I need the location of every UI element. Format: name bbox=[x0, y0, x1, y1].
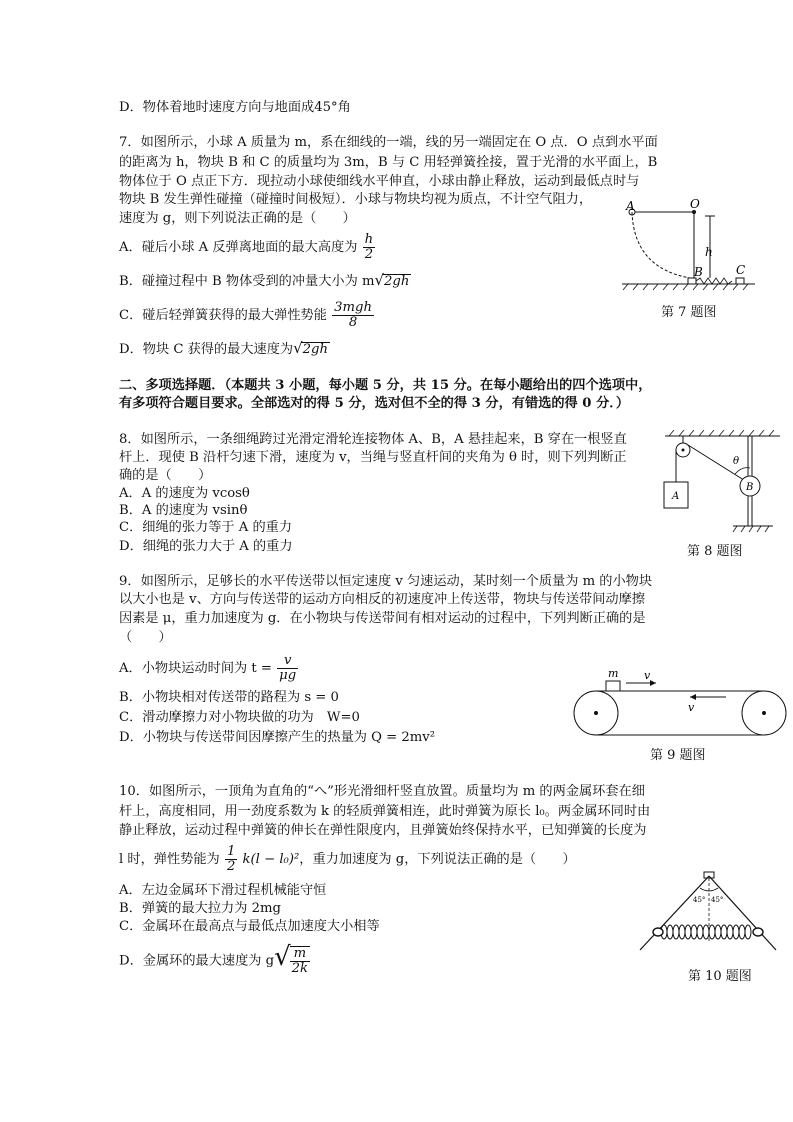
left-roller-axle bbox=[594, 711, 598, 715]
q7-option-c-fraction bbox=[332, 301, 374, 330]
swing-path bbox=[632, 212, 690, 278]
q7-line-2: 的距离为 h，物块 B 和 C 的质量均为 3m，B 与 C 用轻弹簧拴接，置于光滑的水平面上，B bbox=[119, 155, 658, 170]
label-h: h bbox=[705, 245, 713, 259]
label-o: O bbox=[690, 198, 700, 211]
q8-option-a: A．A 的速度为 vcosθ bbox=[119, 486, 250, 501]
q8-option-c: C．细绳的张力等于 A 的重力 bbox=[119, 520, 293, 535]
q8-option-d: D．细绳的张力大于 A 的重力 bbox=[119, 539, 293, 554]
label-right-angle: 45° bbox=[711, 896, 724, 904]
label-theta: θ bbox=[733, 456, 740, 467]
q9-option-a-text: A．小物块运动时间为 t = bbox=[119, 661, 272, 676]
fraction-numerator: h bbox=[364, 232, 374, 247]
prev-option-d: D．物体着地时速度方向与地面成45°角 bbox=[119, 100, 351, 115]
q7-line-1: 7．如图所示，小球 A 质量为 m，系在细线的一端，线的另一端固定在 O 点．O 点到水平面 bbox=[119, 135, 658, 150]
q8-option-b: B．A 的速度为 vsinθ bbox=[119, 503, 248, 518]
section2-line-1: 二、多项选择题．（本题共 3 小题，每小题 5 分，共 15 分。在每小题给出的四个选项中， bbox=[119, 378, 652, 393]
label-left-angle: 45° bbox=[693, 896, 706, 904]
fraction-numerator: v bbox=[277, 654, 298, 669]
label-b: B bbox=[694, 265, 703, 279]
q7-option-a bbox=[119, 233, 376, 262]
arrowhead-left bbox=[690, 694, 696, 700]
sqrt-radicand: 2gh bbox=[302, 342, 328, 357]
q9-option-a-fraction bbox=[277, 654, 298, 683]
q8-line-1: 8．如图所示，一条细绳跨过光滑定滑轮连接物体 A、B，A 悬挂起来，B 穿在一根竖直 bbox=[119, 432, 627, 447]
pulley-axle bbox=[682, 449, 685, 452]
left-ring bbox=[653, 928, 663, 936]
right-ring bbox=[753, 928, 763, 936]
q7-option-a-fraction bbox=[363, 233, 376, 262]
q10-option-d bbox=[119, 941, 311, 976]
fraction-numerator: 3mgh bbox=[334, 300, 372, 315]
label-c: C bbox=[736, 263, 746, 277]
fraction-denominator: 8 bbox=[348, 315, 358, 330]
q10-line-4-post: ，重力加速度为 g，下列说法正确的是（ ） bbox=[299, 852, 576, 867]
q9-line-3: 因素是 μ，重力加速度为 g．在小物块与传送带间有相对运动的过程中，下列判断正确的是 bbox=[119, 611, 646, 626]
sqrt-sign: √ bbox=[293, 339, 303, 357]
floor-hatch bbox=[733, 526, 769, 532]
label-m: m bbox=[608, 667, 619, 680]
q10-figure bbox=[638, 870, 778, 956]
q10-caption: 第 10 题图 bbox=[688, 969, 752, 984]
fraction-numerator: m bbox=[290, 947, 310, 962]
arrowhead-right bbox=[650, 680, 656, 686]
q10-option-c: C．金属环在最高点与最低点加速度大小相等 bbox=[119, 919, 380, 934]
q10-option-b: B．弹簧的最大拉力为 2mg bbox=[119, 901, 281, 916]
q10-option-d-text: D．金属环的最大速度为 g bbox=[119, 953, 275, 969]
q10-line-4-expr: k(l − l₀)² bbox=[242, 852, 300, 867]
q10-line-4 bbox=[119, 845, 576, 874]
q10-option-d-fraction bbox=[290, 946, 310, 976]
q9-option-d: D．小物块与传送带间因摩擦产生的热量为 Q = 2mv² bbox=[119, 730, 436, 745]
q7-option-d bbox=[119, 340, 330, 358]
q7-line-4: 物块 B 发生弹性碰撞（碰撞时间极短）．小球与物块均视为质点，不计空气阻力， bbox=[119, 192, 593, 207]
q8-caption: 第 8 题图 bbox=[687, 544, 743, 559]
q9-option-b: B．小物块相对传送带的路程为 s = 0 bbox=[119, 690, 339, 705]
q9-option-a bbox=[119, 654, 299, 683]
q7-option-a-text: A．碰后小球 A 反弹离地面的最大高度为 bbox=[119, 240, 358, 255]
q10-line-4-pre: l 时，弹性势能为 bbox=[119, 852, 220, 867]
q7-caption: 第 7 题图 bbox=[661, 305, 717, 320]
q8-figure bbox=[655, 430, 785, 534]
q8-line-3: 确的是（ ） bbox=[119, 468, 212, 483]
label-a: A bbox=[672, 491, 680, 502]
section2-line-2: 有多项符合题目要求。全部选对的得 5 分，选对但不全的得 3 分，有错选的得 0 分．） bbox=[119, 396, 630, 411]
q7-option-b-text: B．碰撞过程中 B 物体受到的冲量大小为 m bbox=[119, 274, 375, 289]
q9-line-4: （ ） bbox=[119, 630, 172, 645]
q7-figure bbox=[620, 198, 760, 298]
fraction-denominator: μg bbox=[279, 668, 297, 683]
spring bbox=[661, 925, 751, 939]
q7-option-d-text: D．物块 C 获得的最大速度为 bbox=[119, 342, 294, 357]
fraction-denominator: 2 bbox=[364, 247, 374, 262]
ceiling-hatch bbox=[669, 430, 774, 436]
q7-option-c-text: C．碰后轻弹簧获得的最大弹性势能 bbox=[119, 308, 327, 323]
q7-option-b bbox=[119, 272, 411, 290]
label-v-belt: v bbox=[688, 701, 695, 714]
sqrt-sign: √ bbox=[274, 941, 291, 972]
q9-caption: 第 9 题图 bbox=[650, 748, 706, 763]
label-v-top: v bbox=[644, 669, 651, 682]
q10-line-2: 杆上，高度相同，用一劲度系数为 k 的轻质弹簧相连，此时弹簧为原长 l₀。两金属环同时由 bbox=[119, 804, 651, 819]
vertex-block bbox=[704, 872, 714, 878]
fraction-denominator: 2 bbox=[226, 859, 236, 874]
q7-option-c bbox=[119, 301, 375, 330]
q9-option-c: C．滑动摩擦力对小物块做的功为 W=0 bbox=[119, 710, 360, 725]
fraction-denominator: 2k bbox=[291, 961, 309, 976]
sqrt-radicand: 2gh bbox=[384, 274, 410, 289]
q8-line-2: 杆上．现使 B 沿杆匀速下滑，速度为 v，当绳与竖直杆间的夹角为 θ 时，则下列判断正 bbox=[119, 450, 627, 465]
q10-line-4-fraction bbox=[225, 845, 237, 874]
q9-figure bbox=[570, 665, 790, 743]
block-m bbox=[606, 681, 620, 691]
q7-line-5: 速度为 g，则下列说法正确的是（ ） bbox=[119, 211, 356, 226]
q7-line-3: 物体位于 O 点正下方．现拉动小球使细线水平伸直，小球由静止释放，运动到最低点时与 bbox=[119, 174, 640, 189]
block-c bbox=[736, 278, 744, 284]
q10-line-1: 10．如图所示，一顶角为直角的“へ”形光滑细杆竖直放置。质量均为 m 的两金属环套在细 bbox=[119, 784, 645, 799]
ground-hatch bbox=[623, 284, 748, 290]
label-a: A bbox=[626, 199, 635, 213]
q9-line-2: 以大小也是 v、方向与传送带的运动方向相反的初速度冲上传送带，物块与传送带间动摩擦 bbox=[119, 592, 645, 607]
q10-option-a: A．左边金属环下滑过程机械能守恒 bbox=[119, 883, 327, 898]
right-roller-axle bbox=[762, 711, 766, 715]
q9-line-1: 9．如图所示，足够长的水平传送带以恒定速度 v 匀速运动，某时刻一个质量为 m 的小物块 bbox=[119, 574, 653, 589]
q10-line-3: 静止释放，运动过程中弹簧的伸长在弹性限度内，且弹簧始终保持水平，已知弹簧的长度为 bbox=[119, 823, 647, 838]
fraction-numerator: 1 bbox=[226, 844, 236, 859]
label-b: B bbox=[746, 482, 754, 493]
sqrt-sign: √ bbox=[374, 271, 385, 289]
